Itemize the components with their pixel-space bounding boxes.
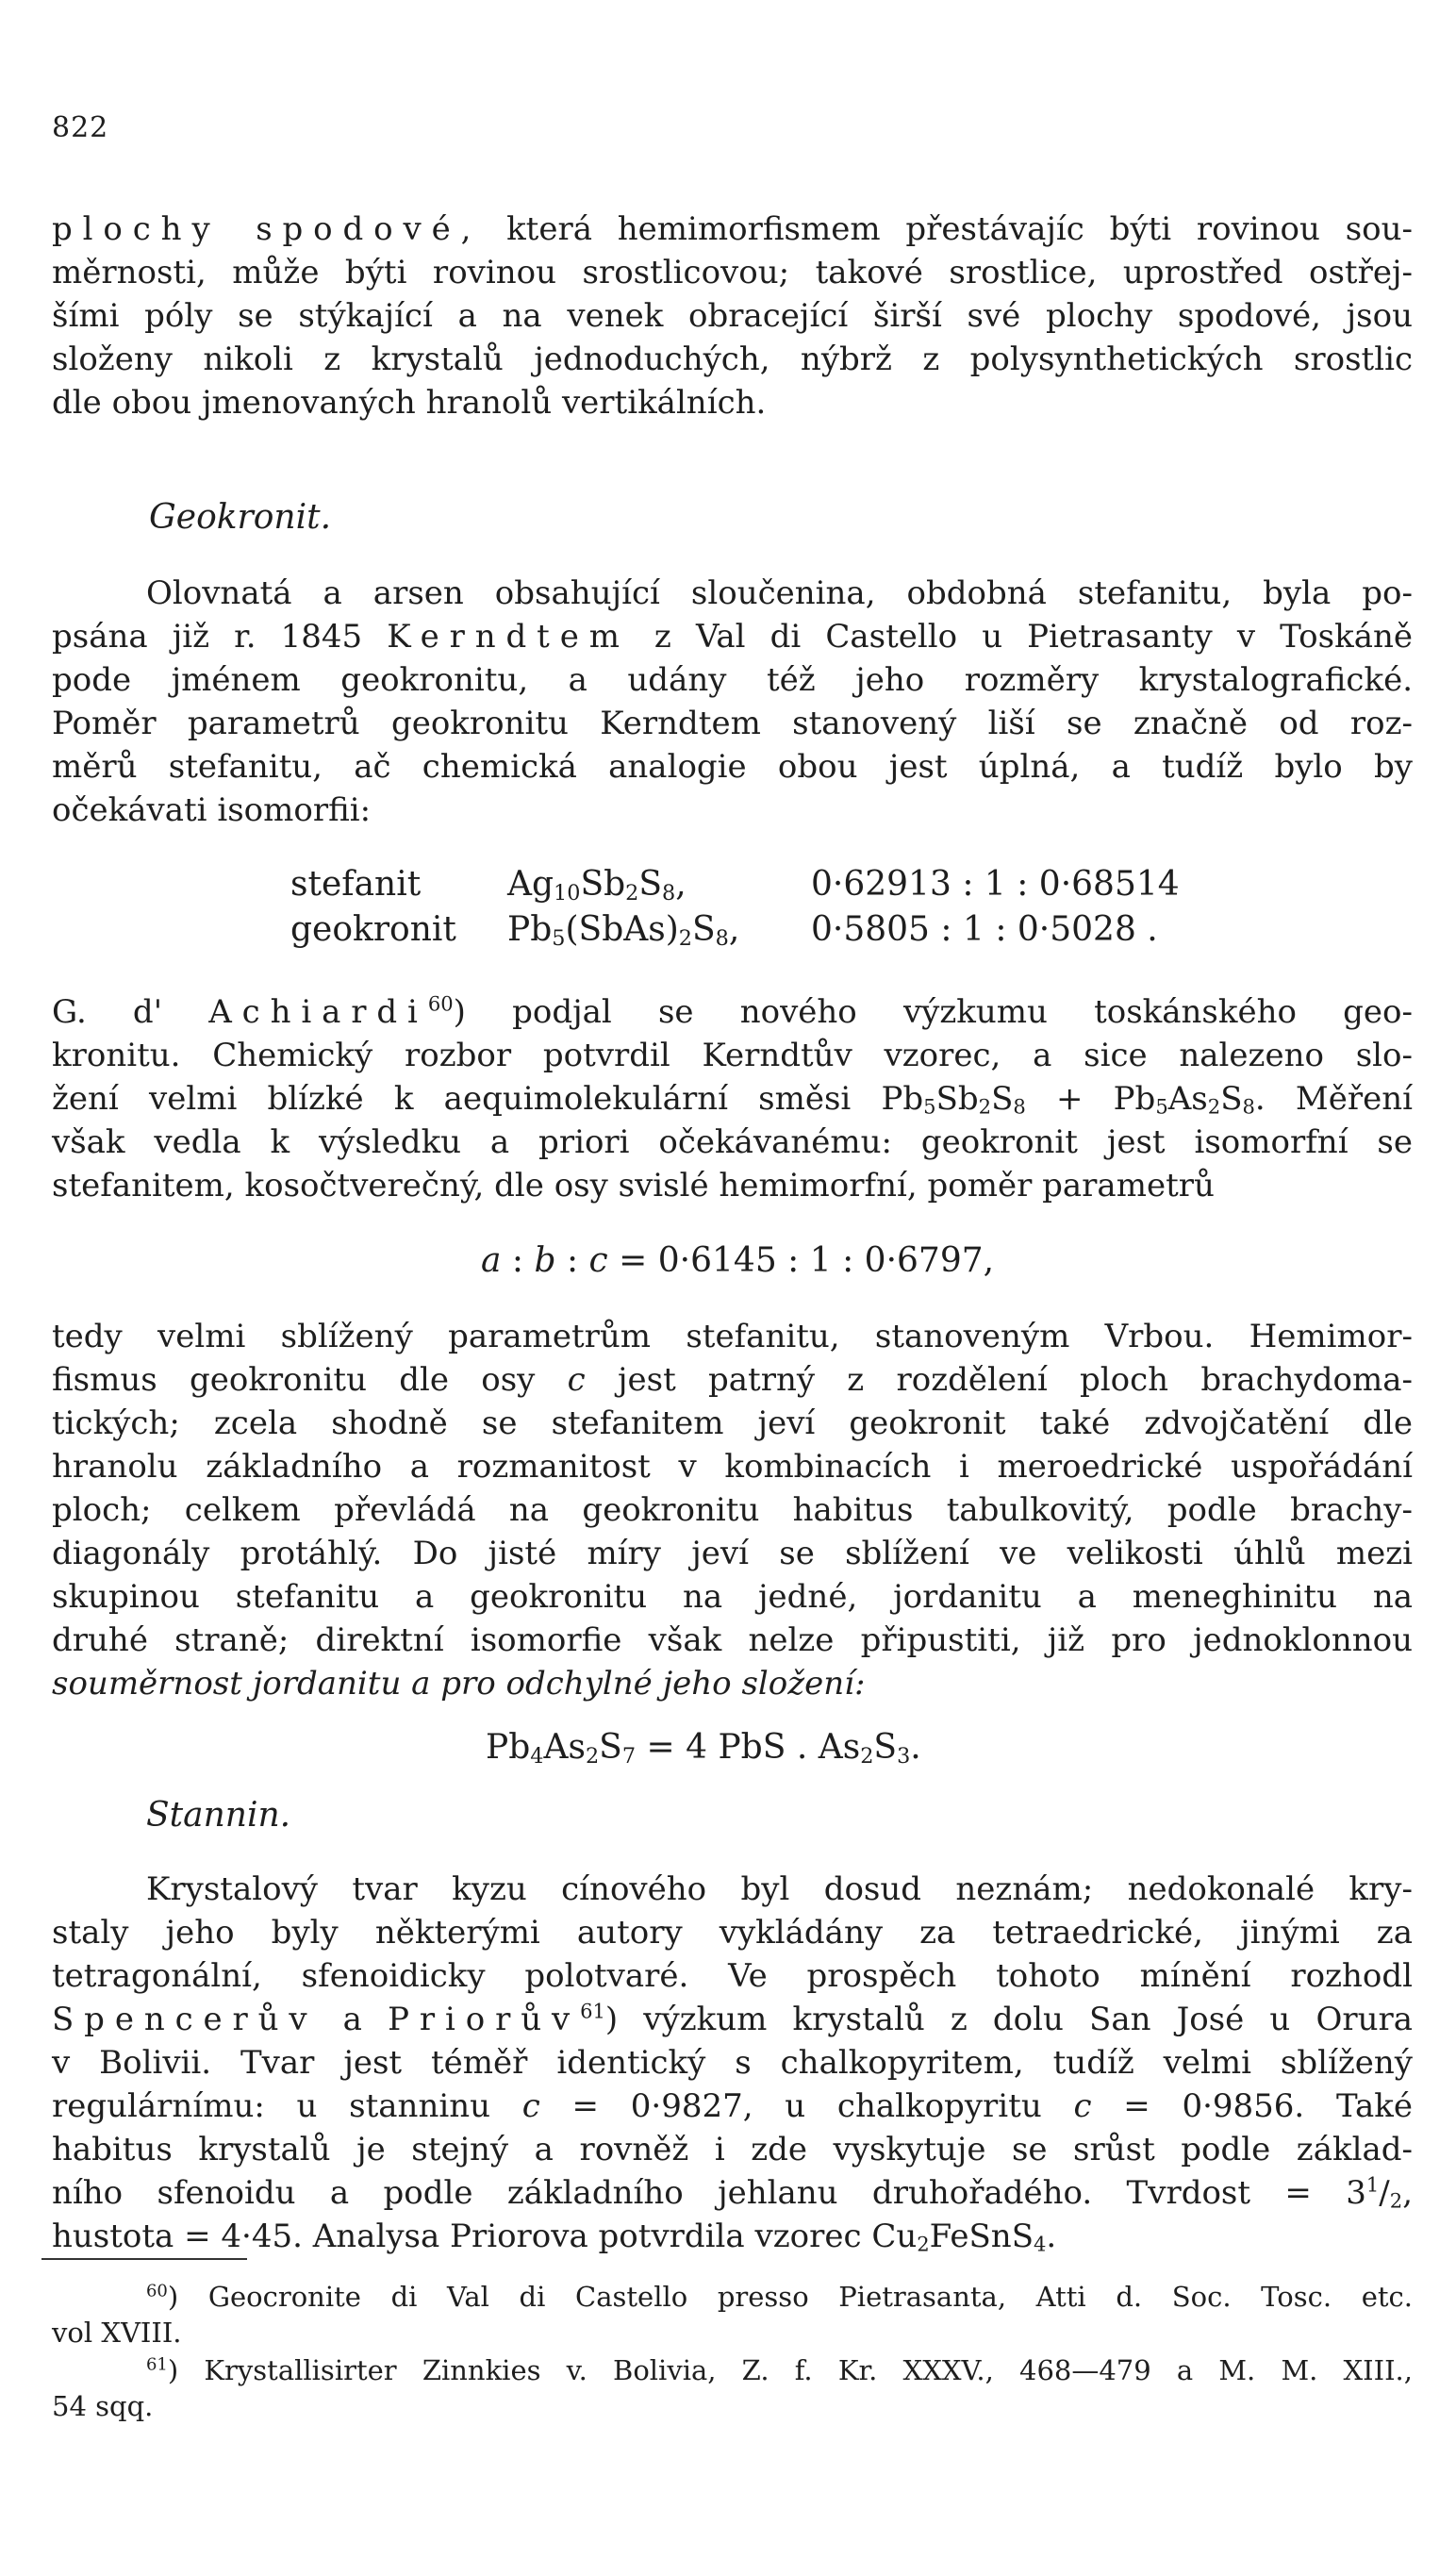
formula-value: = 0·6145 : 1 : 0·6797, [607, 1241, 995, 1280]
text-line: pode jménem geokronitu, a udány též jeho rozměry krystalografické. [52, 661, 1413, 699]
text-line [52, 2215, 1413, 2258]
text-line: očekávati isomorfii: [52, 791, 372, 829]
paragraph-achiardi [52, 990, 1413, 1207]
fraction-numerator: 1 [1365, 2172, 1380, 2197]
text-line [52, 2085, 1413, 2128]
section-heading-geokronit: Geokronit. [149, 498, 332, 537]
footnote-number: 61 [146, 2354, 168, 2375]
text-fragment: ního sfenoidu a podle základního jehlanu druhořadého. Tvrdost = 3 [52, 2174, 1366, 2212]
text-fragment: psána již r. 1845 [52, 618, 388, 656]
axial-ratio-formula: a : b : c = 0·6145 : 1 : 0·6797, [481, 1241, 995, 1280]
text-line: druhé straně; direktní isomorfie však nelze připustiti, již pro jednoklonnou [52, 1621, 1413, 1659]
text-line [52, 1998, 1413, 2041]
text-fragment: která hemimorfismem přestávajíc býti rovinou sou- [481, 210, 1414, 248]
text-line: v Bolivii. Tvar jest téměř identický s chalkopyritem, tudíž velmi sblížený [52, 2044, 1413, 2082]
text-line: skupinou stefanitu a geokronitu na jedné, jordanitu a meneghinitu na [52, 1578, 1413, 1616]
text-line [52, 2352, 1413, 2388]
text-fragment: = 0·9856. Také [1091, 2087, 1414, 2125]
footnote-rule [41, 2258, 247, 2260]
text-line: vol XVIII. [52, 2317, 182, 2349]
jordanite-formula: $Pb_4As_2S_7 = 4$ PbS . $As_2S_3$. [486, 1728, 921, 1769]
text-line: 54 sqq. [52, 2390, 154, 2422]
text-fragment: jest patrný z rozdělení ploch brachydoma- [585, 1361, 1413, 1399]
text-line: kronitu. Chemický rozbor potvrdil Kerndtův vzorec, a sice nalezeno slo- [52, 1037, 1413, 1074]
text-line [52, 1077, 1413, 1121]
text-fragment: ) Geocronite di Val di Castello presso Pietrasanta, Atti d. Soc. Tosc. etc. [167, 2281, 1413, 2313]
text-line: diagonály protáhlý. Do jisté míry jeví se sblížení ve velikosti úhlů mezi [52, 1535, 1413, 1572]
axial-ratio: 0·62913 : 1 : 0·68514 [811, 865, 1180, 904]
text-line: měrnosti, může býti rovinou srostlicovou; takové srostlice, uprostřed ostřej- [52, 254, 1413, 291]
chemical-formula: $Ag_{10}Sb_2S_8$, [507, 865, 687, 905]
text-fragment: G. d' [52, 993, 209, 1031]
text-line [52, 990, 1413, 1034]
text-line: ploch; celkem převládá na geokronitu habitus tabulkovitý, podle brachy- [52, 1491, 1413, 1529]
footnote-ref: 61 [580, 1999, 605, 2023]
footnote-ref: 60 [427, 991, 454, 1016]
text-line [52, 2171, 1413, 2215]
text-line: souměrnost jordanitu a pro odchylné jeho složení: [52, 1665, 866, 1703]
text-fragment: z Val di Castello u Pietrasanty v Toskáně [629, 618, 1413, 656]
section-heading-stannin: Stannin. [146, 1796, 291, 1835]
text-line: Olovnatá a arsen obsahující sloučenina, obdobná stefanitu, byla po- [146, 574, 1413, 612]
spaced-name: Kerndtem [387, 618, 630, 656]
chemical-formula: $Pb_5(SbAs)_2S_8$, [507, 910, 740, 951]
mineral-name: stefanit [290, 865, 422, 904]
text-fragment: ) výzkum krystalů z dolu San José u Orura [604, 2001, 1413, 2038]
text-fragment: a [317, 2001, 389, 2038]
text-line: tických; zcela shodně se stefanitem jeví geokronit také zdvojčatění dle [52, 1404, 1413, 1442]
text-line: tetragonální, sfenoidicky polotvaré. Ve prospěch tohoto mínění rozhodl [52, 1957, 1413, 1995]
axis-symbol: b [534, 1241, 556, 1280]
text-line: habitus krystalů je stejný a rovněž i zde vyskytuje se srůst podle základ- [52, 2131, 1413, 2168]
text-fragment: fismus geokronitu dle osy [52, 1361, 568, 1399]
text-line: však vedla k výsledku a priori očekávanému: geokronit jest isomorfní se [52, 1123, 1413, 1161]
text-fragment: hustota = 4·45. Analysa Priorova potvrdila vzorec [52, 2218, 872, 2255]
paragraph-intro [52, 208, 1413, 424]
axis-symbol: c [1073, 2087, 1092, 2125]
mineral-name: geokronit [290, 910, 456, 949]
text-line: tedy velmi sblížený parametrům stefanitu, stanoveným Vrbou. Hemimor- [52, 1318, 1413, 1355]
fraction-slash: / [1379, 2174, 1390, 2212]
text-fragment: žení velmi blízké k aequimolekulární směsi [52, 1080, 882, 1118]
fraction-denominator: 2 [1389, 2188, 1403, 2213]
text-fragment: , [1402, 2174, 1413, 2212]
text-line [52, 208, 1413, 251]
footnote-60 [52, 2279, 1413, 2351]
page-number: 822 [52, 111, 109, 144]
text-line: hranolu základního a rozmanitost v kombinacích i meroedrické uspořádání [52, 1448, 1413, 1486]
text-line [52, 1358, 1413, 1402]
inline-formula: $Pb_5Sb_2S_8 + Pb_5As_2S_8$. [881, 1080, 1266, 1119]
inline-formula: $Cu_2FeSnS_4$. [871, 2218, 1057, 2256]
text-line: šími póly se stýkající a na venek obracející širší své plochy spodové, jsou [52, 297, 1413, 335]
footnote-number: 60 [146, 2281, 168, 2301]
text-fragment: regulárnímu: u stanninu [52, 2087, 522, 2125]
text-line: Krystalový tvar kyzu cínového byl dosud neznám; nedokonalé kry- [146, 1870, 1413, 1908]
text-line: staly jeho byly některými autory vykládány za tetraedrické, jinými za [52, 1914, 1413, 1952]
text-line [52, 615, 1413, 658]
text-line: měrů stefanitu, ač chemická analogie obou jest úplná, a tudíž bylo by [52, 748, 1413, 786]
text-line: dle obou jmenovaných hranolů vertikálních. [52, 384, 767, 422]
footnote-61 [52, 2352, 1413, 2424]
spaced-name: Achiardi [208, 993, 428, 1031]
text-line: složeny nikoli z krystalů jednoduchých, nýbrž z polysynthetických srostlic [52, 341, 1413, 378]
axis-symbol: a [481, 1241, 502, 1280]
spaced-name: Priorův [388, 2001, 581, 2038]
text-fragment: Měření [1265, 1080, 1413, 1118]
text-fragment: = 0·9827, u chalkopyritu [539, 2087, 1074, 2125]
text-line [52, 2279, 1413, 2315]
axis-symbol: c [588, 1241, 608, 1280]
text-fragment: ) podjal se nového výzkumu toskánského geo- [453, 993, 1413, 1031]
text-line: stefanitem, kosočtverečný, dle osy svislé hemimorfní, poměr parametrů [52, 1167, 1215, 1204]
axial-ratio: 0·5805 : 1 : 0·5028 . [811, 910, 1158, 949]
spaced-name: Spencerův [52, 2001, 318, 2038]
text-fragment: ) Krystallisirter Zinnkies v. Bolivia, Z. f. Kr. XXXV., 468—479 a M. M. XIII., [167, 2354, 1413, 2386]
axis-symbol: c [567, 1361, 586, 1399]
spaced-term: plochy spodové, [52, 210, 482, 248]
axis-symbol: c [521, 2087, 540, 2125]
paragraph-geokronit [52, 572, 1413, 832]
paragraph-comparison [52, 1315, 1413, 1705]
paragraph-stannin [52, 1868, 1413, 2258]
text-line: Poměr parametrů geokronitu Kerndtem stanovený liší se značně od roz- [52, 705, 1413, 742]
